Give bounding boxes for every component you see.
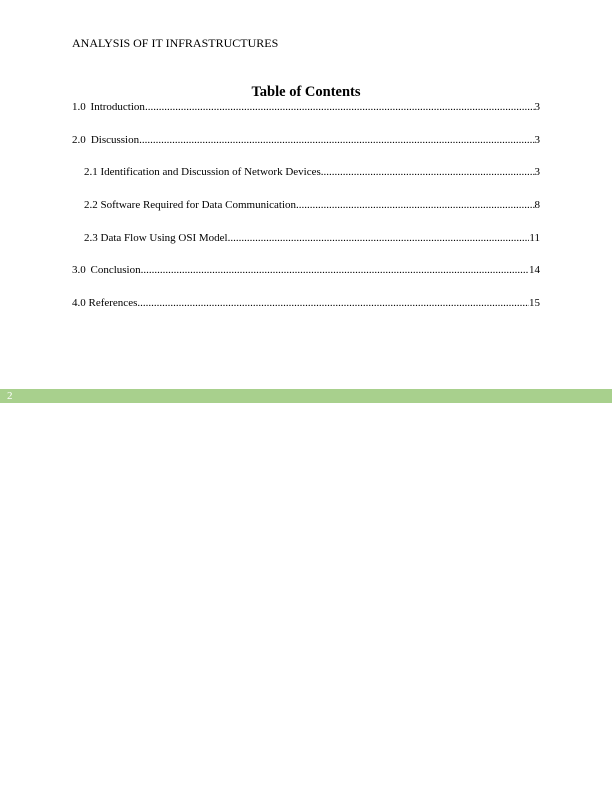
toc-dot-leader	[139, 134, 534, 147]
toc-dot-leader	[141, 264, 529, 277]
toc-entry-discussion[interactable]	[72, 134, 540, 147]
toc-dot-leader	[296, 199, 534, 212]
toc-entry-introduction[interactable]	[72, 101, 540, 114]
toc-entry-network-devices[interactable]	[84, 166, 540, 179]
toc-dot-leader	[145, 101, 535, 114]
toc-entry-number: 3.0	[72, 264, 86, 276]
toc-title: Table of Contents	[251, 84, 361, 100]
footer-page-number: 2	[7, 390, 13, 402]
toc-entry-conclusion[interactable]	[72, 264, 540, 277]
toc-dot-leader	[321, 166, 535, 179]
toc-entry-page: 11	[529, 232, 540, 244]
footer-bar	[0, 389, 612, 403]
toc-entry-software-required[interactable]	[84, 199, 540, 212]
toc-entry-label: Discussion	[90, 134, 140, 146]
toc-entry-page: 3	[534, 101, 540, 113]
toc-entry-label: 4.0 References	[72, 297, 138, 309]
toc-entry-label: 2.2 Software Required for Data Communication	[84, 199, 297, 211]
toc-dot-leader	[228, 232, 530, 245]
toc-entry-page: 8	[534, 199, 540, 211]
running-header: ANALYSIS OF IT INFRASTRUCTURES	[72, 36, 279, 50]
toc-entry-page: 15	[529, 297, 540, 309]
toc-dot-leader	[137, 297, 529, 310]
toc-entry-data-flow[interactable]	[84, 232, 540, 245]
toc-entry-label: Introduction	[90, 101, 145, 113]
toc-entry-references[interactable]	[72, 297, 540, 310]
toc-entry-page: 3	[534, 166, 540, 178]
toc-entry-page: 14	[529, 264, 540, 276]
toc-entry-label: 2.3 Data Flow Using OSI Model	[84, 232, 228, 244]
toc-entry-page: 3	[534, 134, 540, 146]
toc-entry-label: 2.1 Identification and Discussion of Network Devices	[84, 166, 321, 178]
toc-entry-number: 2.0	[72, 134, 86, 146]
toc-entry-label: Conclusion	[90, 264, 141, 276]
toc-entry-number: 1.0	[72, 101, 86, 113]
